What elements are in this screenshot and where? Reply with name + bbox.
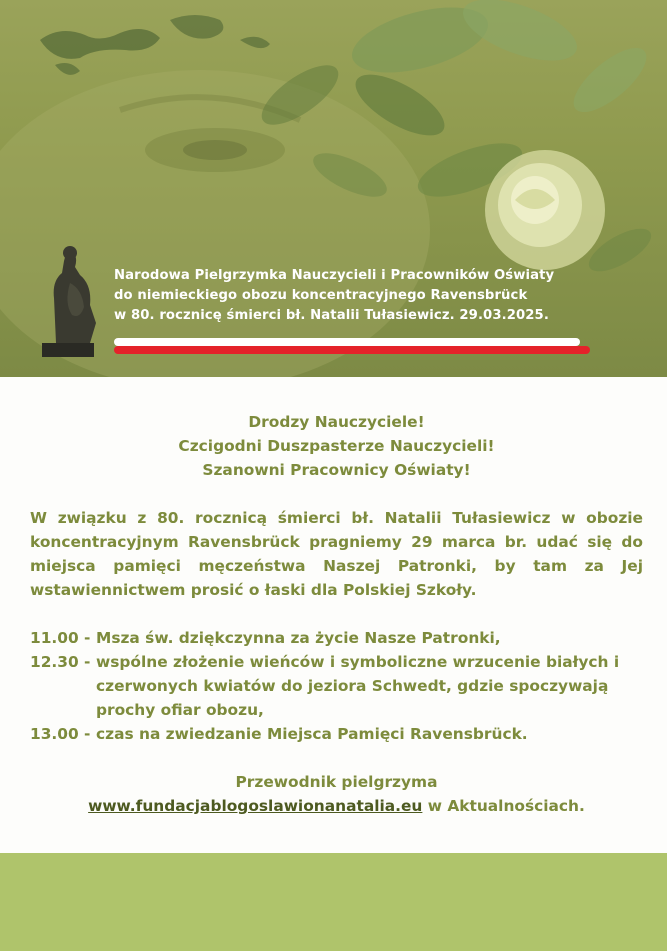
schedule-time: 13.00 - [30, 725, 91, 743]
statue-silhouette-icon [40, 243, 100, 358]
schedule-time: 12.30 - [30, 653, 91, 671]
schedule-text: wspólne złożenie wieńców i symboliczne wrzucenie białych i czerwonych kwiatów do jeziora Schwedt, gdzie spoczywają prochy ofiar obozu, [96, 653, 620, 719]
banner-title-line-2: do niemieckiego obozu koncentracyjnego Ravensbrück [114, 288, 528, 303]
banner-title-line-1: Narodowa Pielgrzymka Nauczycieli i Pracowników Oświaty [114, 268, 555, 283]
website-link[interactable]: www.fundacjablogoslawionanatalia.eu [88, 797, 423, 815]
footer-band [0, 853, 667, 951]
schedule-text: Msza św. dziękczynna za życie Nasze Patronki, [96, 629, 501, 647]
letter-body [30, 410, 643, 818]
guide-block [30, 770, 643, 818]
greeting-line: Czcigodni Duszpasterze Nauczycieli! [178, 437, 495, 455]
guide-title: Przewodnik pielgrzyma [235, 773, 438, 791]
banner-title [114, 266, 634, 326]
schedule-time: 11.00 - [30, 629, 91, 647]
guide-link-line [30, 794, 643, 818]
intro-paragraph: W związku z 80. rocznicą śmierci bł. Natalii Tułasiewicz w obozie koncentracyjnym Ravensbrück pragniemy 29 marca br. udać się do miejsca pamięci męczeństwa Naszej Patronki, by tam za Jej wstawiennictwem prosić o łaski dla Polskiej Szkoły. [30, 509, 643, 599]
schedule-item [30, 722, 643, 746]
schedule-item [30, 650, 643, 722]
schedule-list [30, 626, 643, 746]
header-banner [0, 0, 667, 377]
guide-suffix: w Aktualnościach. [422, 797, 585, 815]
flag-red-stripe [114, 346, 590, 354]
greeting-block [30, 410, 643, 482]
schedule-item [30, 626, 643, 650]
schedule-text: czas na zwiedzanie Miejsca Pamięci Ravensbrück. [96, 725, 528, 743]
greeting-line: Drodzy Nauczyciele! [248, 413, 425, 431]
greeting-line: Szanowni Pracownicy Oświaty! [202, 461, 471, 479]
flag-white-stripe [114, 338, 580, 346]
banner-title-line-3: w 80. rocznicę śmierci bł. Natalii Tułasiewicz. 29.03.2025. [114, 308, 549, 323]
